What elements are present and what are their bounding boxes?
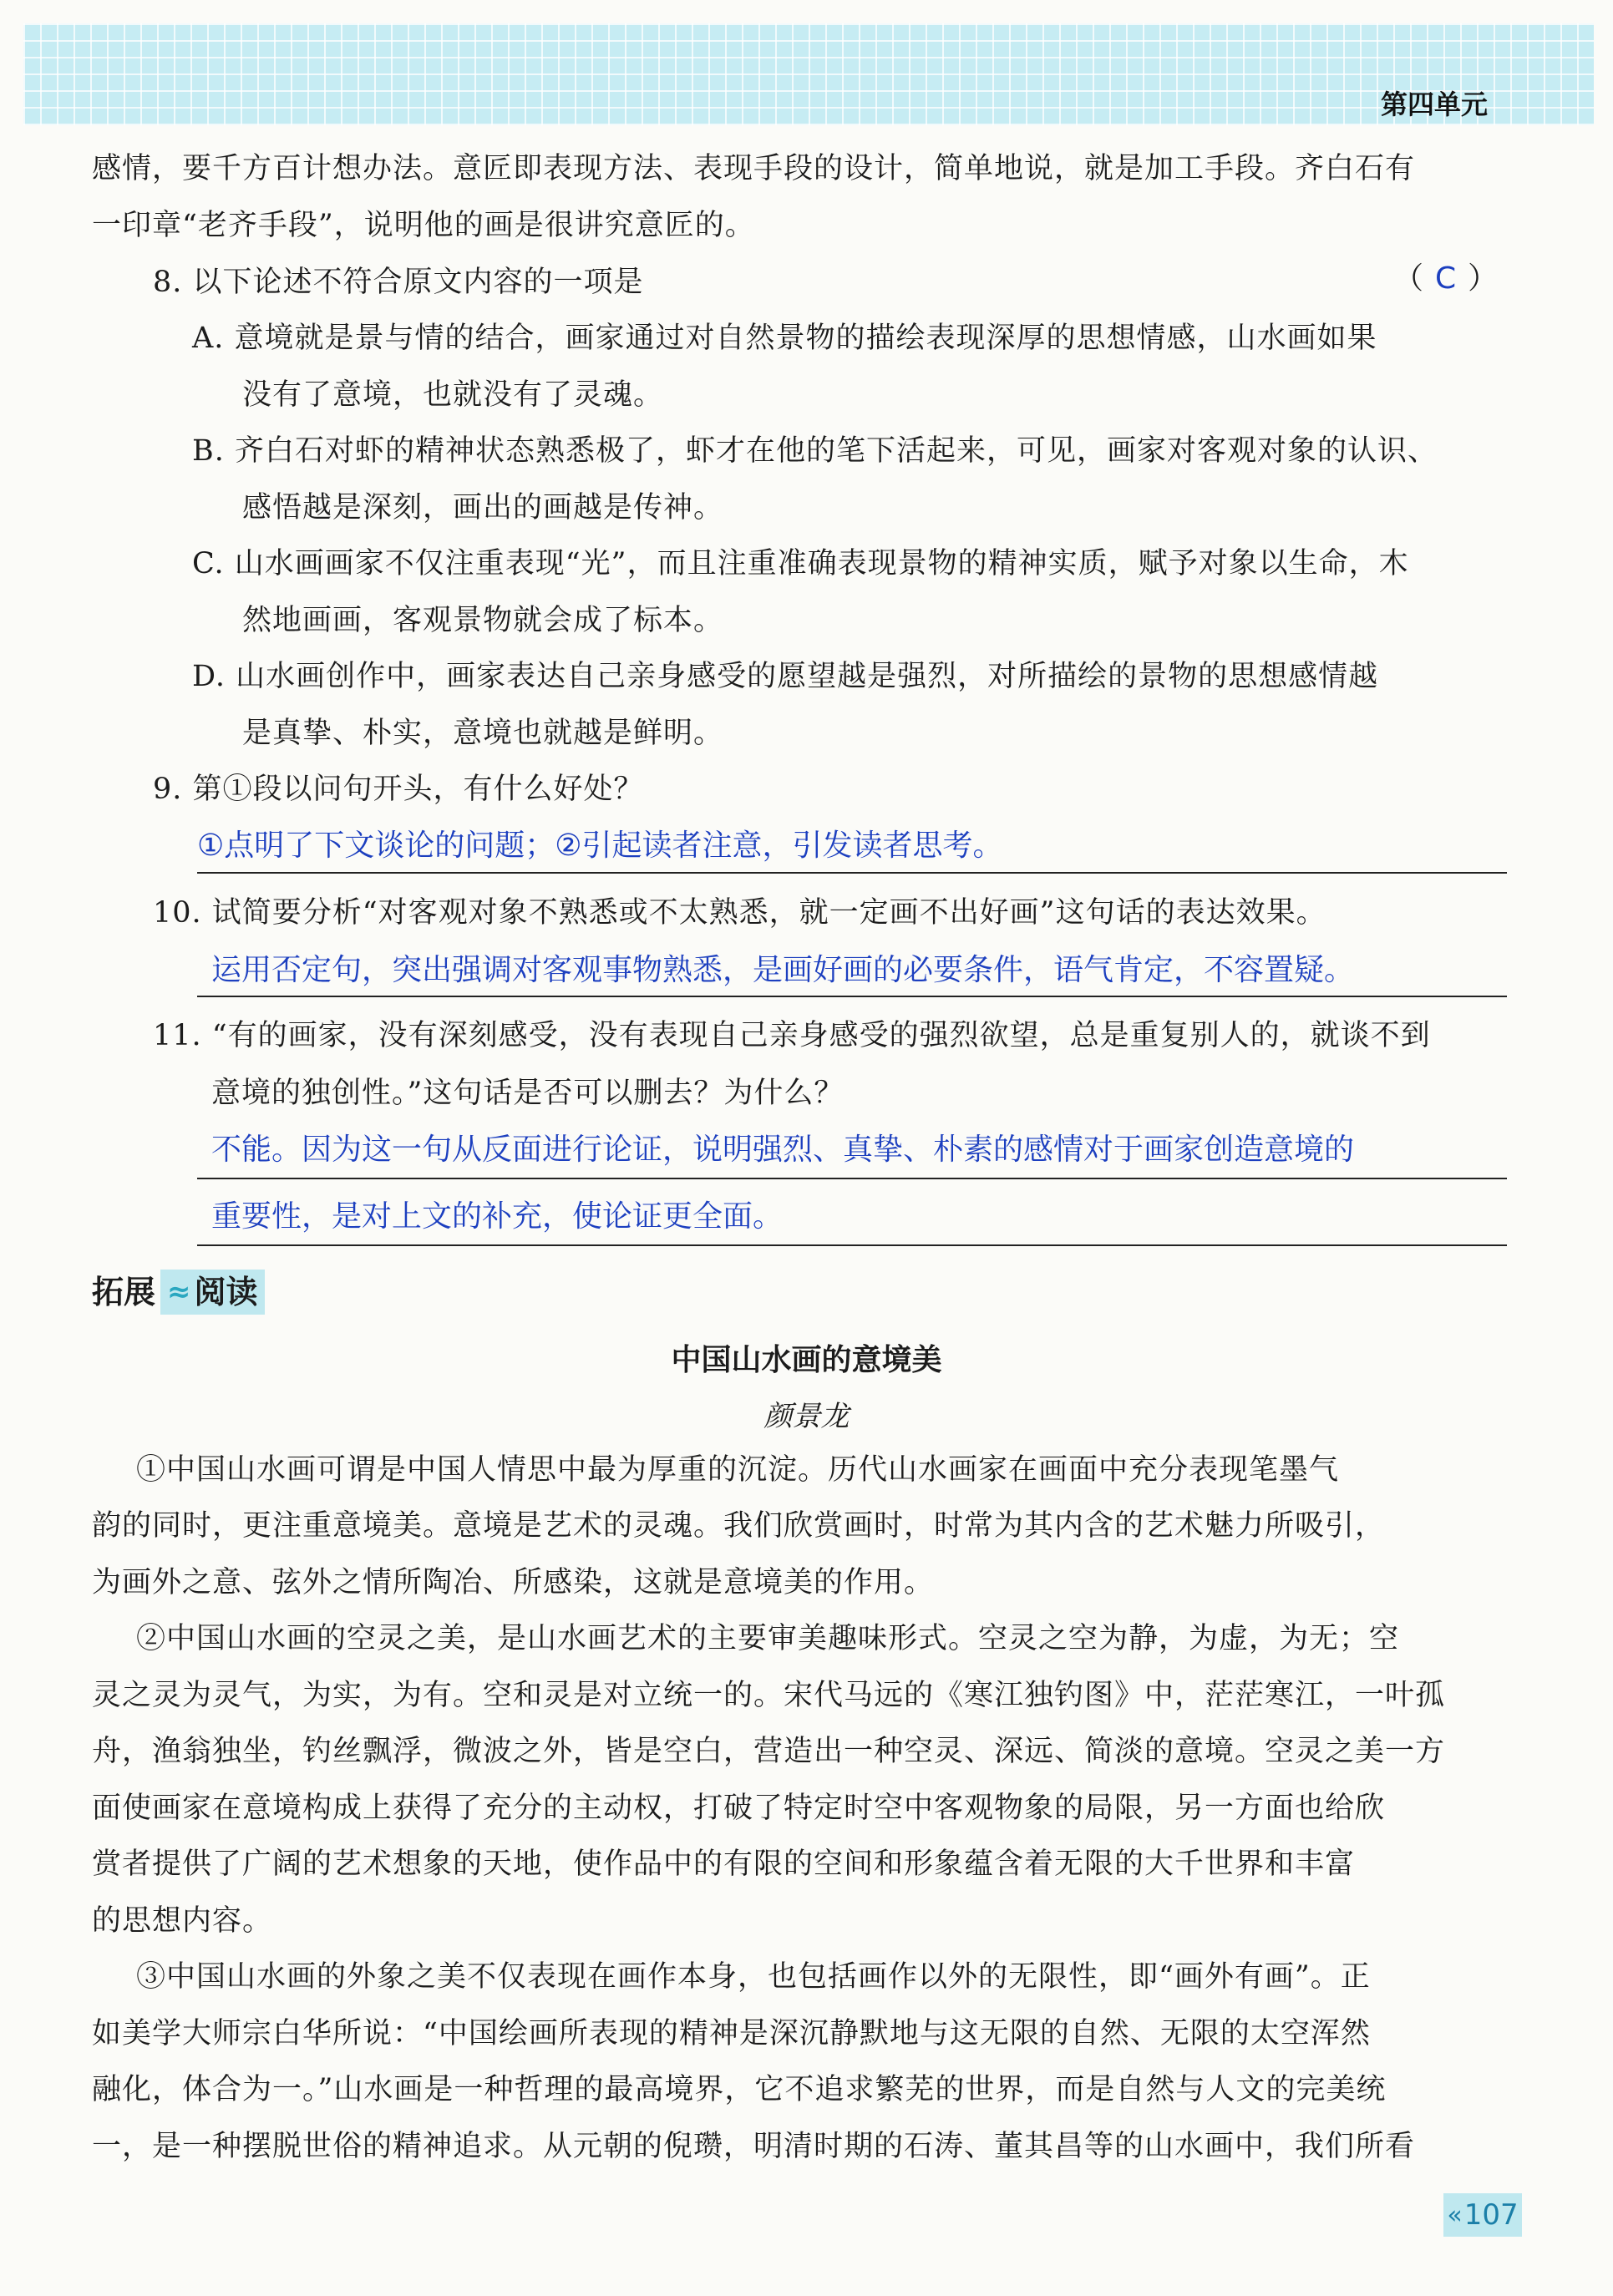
q11-answer: 不能。因为这一句从反面进行论证，说明强烈、真挚、朴素的感情对于画家创造意境的	[211, 1133, 1355, 1167]
answer-line	[197, 872, 1507, 874]
q8-answer-bracket: （ C ）	[1393, 261, 1499, 296]
q8-option-b: B. 齐白石对虾的精神状态熟悉极了，虾才在他的笔下活起来，可见，画家对客观对象的认识、	[192, 434, 1438, 468]
intro-line: 感情，要千方百计想办法。意匠即表现方法、表现手段的设计，简单地说，就是加工手段。齐白石有	[92, 152, 1416, 185]
q11-stem: 11. “有的画家，没有深刻感受，没有表现自己亲身感受的强烈欲望，总是重复别人的，就谈不到	[153, 1019, 1431, 1052]
q10-answer: 运用否定句，突出强调对客观事物熟悉，是画好画的必要条件，语气肯定，不容置疑。	[211, 953, 1355, 987]
article-line: 一，是一种摆脱世俗的精神追求。从元朝的倪瓒，明清时期的石涛、董其昌等的山水画中，我们所看	[92, 2130, 1416, 2163]
q8-option-c-cont: 然地画画，客观景物就会成了标本。	[242, 604, 724, 637]
section-label-1: 拓展	[92, 1274, 156, 1310]
q9-answer: ①点明了下文谈论的问题；②引起读者注意，引发读者思考。	[197, 829, 1003, 863]
q11-answer-cont: 重要性，是对上文的补充，使论证更全面。	[211, 1199, 784, 1234]
unit-title: 第四单元	[1380, 89, 1488, 120]
page-number-value: 107	[1463, 2198, 1519, 2232]
wave-icon: ≈	[167, 1275, 191, 1309]
chevron-left-icon: «	[1447, 2200, 1463, 2230]
q8-option-c: C. 山水画画家不仅注重表现“光”，而且注重准确表现景物的精神实质，赋予对象以生命，木	[192, 547, 1409, 580]
header-band	[23, 23, 1594, 125]
intro-line: 一印章“老齐手段”，说明他的画是很讲究意匠的。	[92, 209, 755, 242]
article-line: 赏者提供了广阔的艺术想象的天地，使作品中的有限的空间和形象蕴含着无限的大千世界和丰富	[92, 1847, 1356, 1881]
q8-option-d-cont: 是真挚、朴实，意境也就越是鲜明。	[242, 717, 724, 750]
article-line: ②中国山水画的空灵之美，是山水画艺术的主要审美趣味形式。空灵之空为静，为虚，为无；空	[136, 1622, 1400, 1655]
q8-option-d: D. 山水画创作中，画家表达自己亲身感受的愿望越是强烈，对所描绘的景物的思想感情越	[192, 660, 1379, 693]
q8-answer: C	[1435, 261, 1457, 296]
article-line: 韵的同时，更注重意境美。意境是艺术的灵魂。我们欣赏画时，时常为其内含的艺术魅力所吸引，	[92, 1509, 1386, 1543]
article-line: 为画外之意、弦外之情所陶冶、所感染，这就是意境美的作用。	[92, 1566, 935, 1599]
q9-stem: 9. 第①段以问句开头，有什么好处？	[153, 773, 644, 806]
article-line: 如美学大师宗白华所说：“中国绘画所表现的精神是深沉静默地与这无限的自然、无限的太空浑然	[92, 2017, 1371, 2050]
article-line: 灵之灵为灵气，为实，为有。空和灵是对立统一的。宋代马远的《寒江独钓图》中，茫茫寒江，一叶孤	[92, 1679, 1446, 1712]
section-label-2: 阅读	[194, 1274, 258, 1310]
article-line: 舟，渔翁独坐，钓丝飘浮，微波之外，皆是空白，营造出一种空灵、深远、简淡的意境。空灵之美一方	[92, 1735, 1446, 1768]
answer-line	[197, 996, 1507, 997]
article-line: 面使画家在意境构成上获得了充分的主动权，打破了特定时空中客观物象的局限，另一方面也给欣	[92, 1792, 1386, 1825]
q10-stem: 10. 试简要分析“对客观对象不熟悉或不太熟悉，就一定画不出好画”这句话的表达效果。	[153, 896, 1326, 930]
q8-option-b-cont: 感悟越是深刻，画出的画越是传神。	[242, 491, 724, 525]
section-tag	[92, 1270, 265, 1315]
article-title: 中国山水画的意境美	[671, 1343, 942, 1377]
answer-line	[197, 1244, 1507, 1246]
page-number	[1443, 2193, 1522, 2237]
article-line: ③中国山水画的外象之美不仅表现在画作本身，也包括画作以外的无限性，即“画外有画”。正	[136, 1960, 1371, 1994]
article-line: 融化，体合为一。”山水画是一种哲理的最高境界，它不追求繁芜的世界，而是自然与人文的完美统	[92, 2073, 1387, 2106]
answer-line	[197, 1178, 1507, 1179]
q8-option-a-cont: 没有了意境，也就没有了灵魂。	[242, 378, 664, 412]
article-line: ①中国山水画可谓是中国人情思中最为厚重的沉淀。历代山水画家在画面中充分表现笔墨气	[136, 1453, 1340, 1487]
article-author: 颜景龙	[763, 1400, 850, 1433]
section-highlight	[160, 1270, 265, 1315]
q11-stem-cont: 意境的独创性。”这句话是否可以删去？为什么？	[211, 1077, 845, 1110]
q8-stem: 8. 以下论述不符合原文内容的一项是	[153, 266, 644, 299]
article-line: 的思想内容。	[92, 1904, 273, 1938]
q8-option-a: A. 意境就是景与情的结合，画家通过对自然景物的描绘表现深厚的思想情感，山水画如果	[192, 322, 1377, 355]
